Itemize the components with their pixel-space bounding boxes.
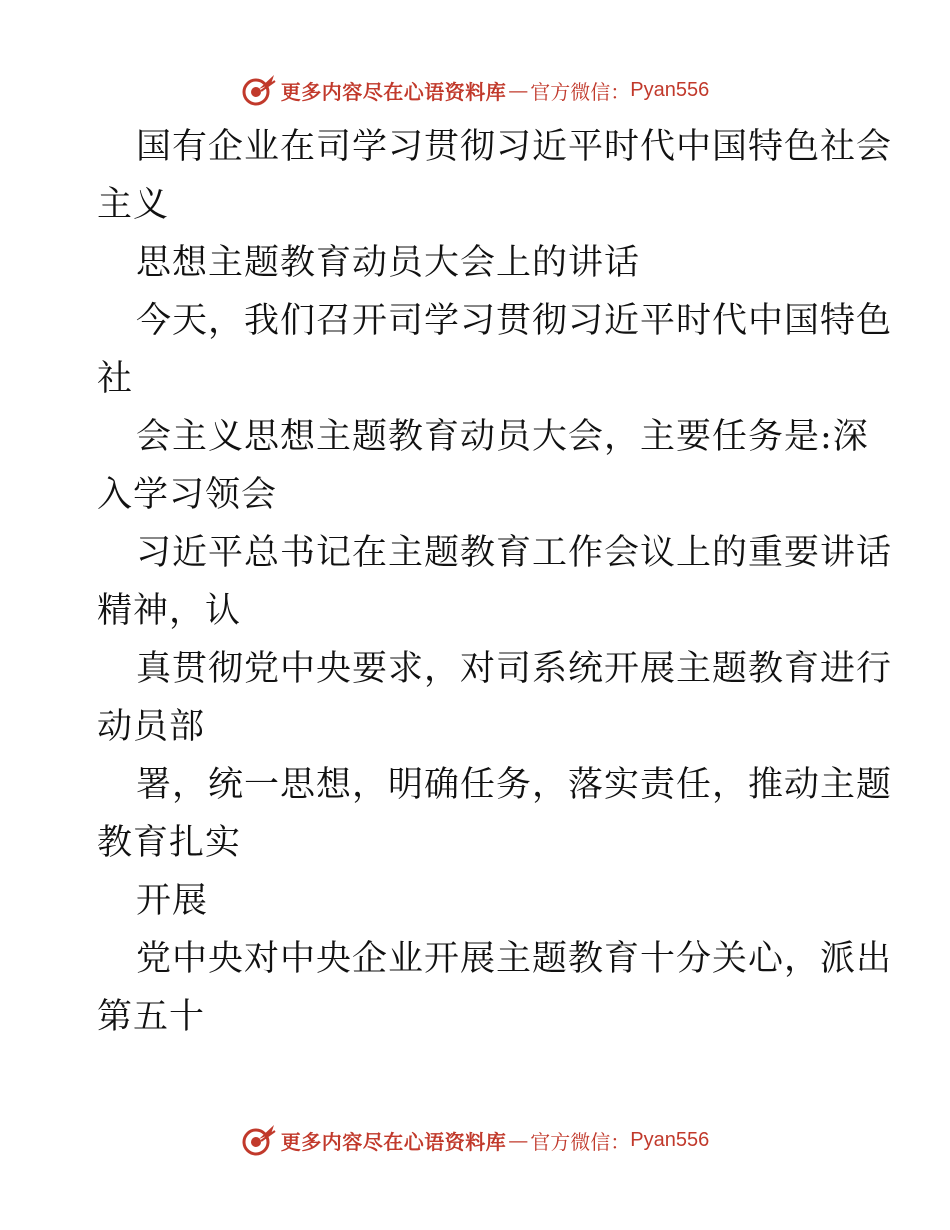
text-line: 精神，认	[97, 591, 242, 631]
text-line: 习近平总书记在主题教育工作会议上的重要讲话	[136, 533, 893, 573]
text-line: 主义	[97, 185, 170, 225]
watermark-dash: —	[508, 78, 529, 102]
quill-seal-icon	[241, 1122, 277, 1158]
text-line: 会主义思想主题教育动员大会，主要任务是:深	[136, 417, 869, 457]
text-line: 国有企业在司学习贯彻习近平时代中国特色社会	[136, 127, 893, 167]
footer-watermark	[0, 1120, 950, 1160]
text-line: 入学习领会	[97, 475, 278, 515]
text-line: 署，统一思想，明确任务，落实责任，推动主题	[136, 765, 893, 805]
text-line: 社	[97, 359, 134, 399]
watermark-wechat-label: 官方微信：	[530, 79, 631, 104]
text-line: 党中央对中央企业开展主题教育十分关心，派出	[136, 939, 893, 979]
watermark-brand: 更多内容尽在心语资料库	[280, 79, 507, 104]
text-line: 真贯彻党中央要求，对司系统开展主题教育进行	[136, 649, 893, 689]
watermark-dash: —	[508, 1128, 529, 1152]
text-line: 今天，我们召开司学习贯彻习近平时代中国特色	[136, 301, 893, 341]
text-line: 动员部	[97, 707, 206, 747]
watermark-wechat-id: Pyan556	[630, 78, 710, 101]
text-line: 第五十	[97, 997, 206, 1037]
quill-seal-icon	[241, 72, 277, 108]
text-line: 教育扎实	[97, 823, 242, 863]
text-line: 开展	[136, 881, 209, 921]
watermark-brand: 更多内容尽在心语资料库	[280, 1129, 507, 1154]
document-body	[97, 118, 893, 1046]
watermark-wechat-label: 官方微信：	[530, 1129, 631, 1154]
watermark-wechat-id: Pyan556	[630, 1128, 710, 1151]
header-watermark	[0, 70, 950, 110]
text-line: 思想主题教育动员大会上的讲话	[136, 243, 641, 283]
